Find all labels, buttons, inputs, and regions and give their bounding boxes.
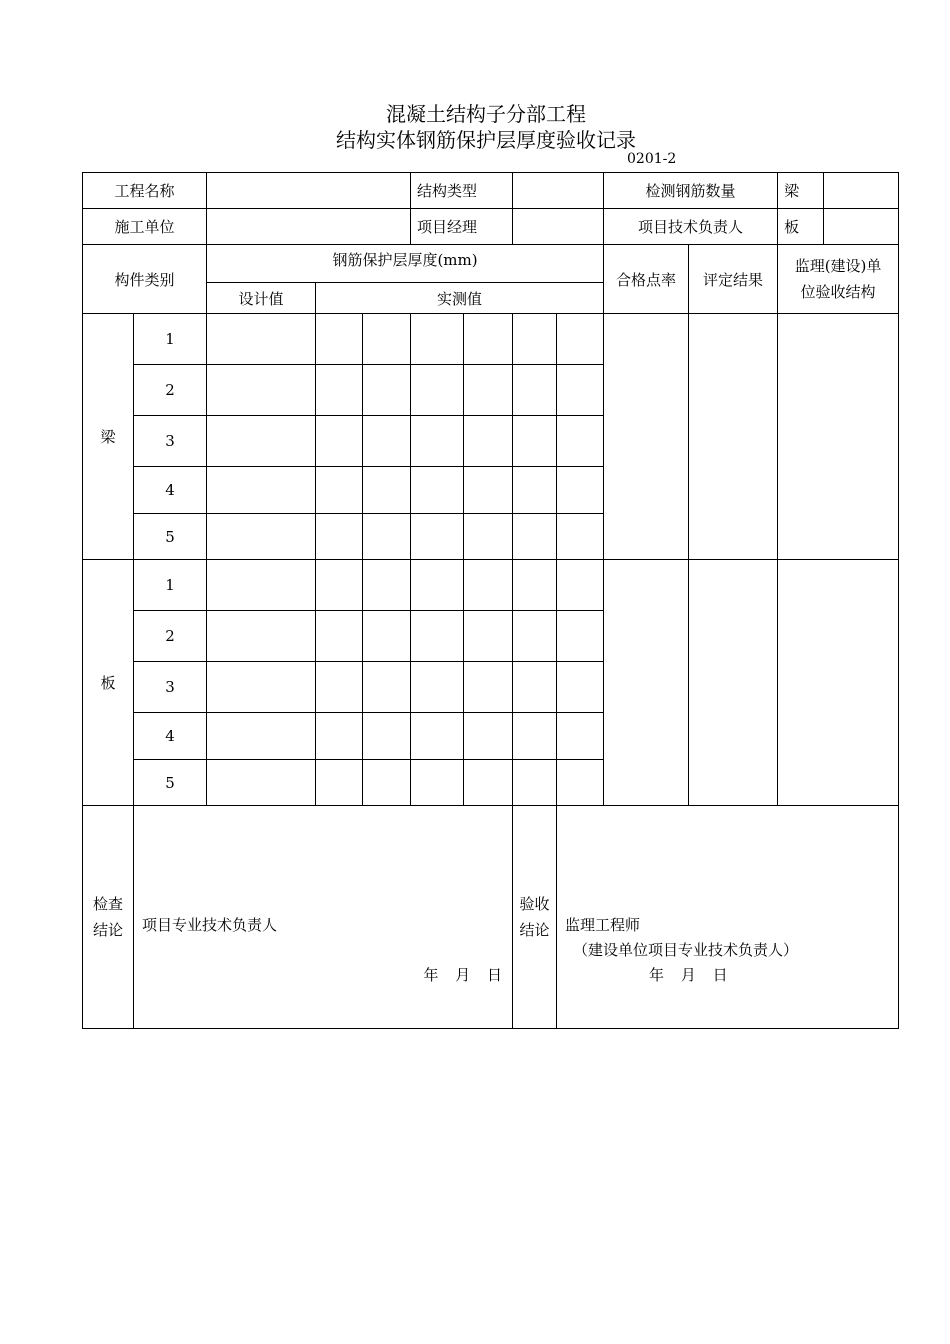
- accept-signer-sub: （建设单位项目专业技术负责人）: [573, 941, 799, 959]
- measured-cell[interactable]: [363, 760, 411, 806]
- measured-cell[interactable]: [513, 560, 557, 611]
- measured-cell[interactable]: [557, 365, 604, 416]
- tech-lead-label: 项目技术负责人: [604, 209, 778, 245]
- measured-cell[interactable]: [513, 314, 557, 365]
- design-value-header: 设计值: [207, 283, 316, 314]
- acceptance-table: [82, 172, 899, 1029]
- measured-cell[interactable]: [316, 713, 363, 760]
- design-value-cell[interactable]: [207, 467, 316, 514]
- measured-cell[interactable]: [363, 560, 411, 611]
- row-number: 1: [134, 314, 207, 365]
- construction-unit-label: 施工单位: [83, 209, 207, 245]
- accept-label-line-1: 验收: [519, 895, 550, 913]
- construction-unit-value[interactable]: [207, 209, 411, 245]
- design-value-cell[interactable]: [207, 611, 316, 662]
- beam-evaluation-cell[interactable]: [689, 314, 778, 560]
- measured-cell[interactable]: [411, 467, 464, 514]
- supervision-header: [778, 245, 899, 314]
- measured-cell[interactable]: [557, 314, 604, 365]
- measured-cell[interactable]: [557, 514, 604, 560]
- measured-cell[interactable]: [464, 662, 513, 713]
- slab-row: [83, 560, 899, 611]
- structure-type-value[interactable]: [513, 173, 604, 209]
- measured-cell[interactable]: [464, 560, 513, 611]
- design-value-cell[interactable]: [207, 514, 316, 560]
- measured-cell[interactable]: [411, 760, 464, 806]
- acceptance-conclusion-cell[interactable]: [557, 806, 899, 1029]
- measured-cell[interactable]: [363, 611, 411, 662]
- slab-count-label: 板: [778, 209, 824, 245]
- check-conclusion-cell[interactable]: [134, 806, 513, 1029]
- row-number: 4: [134, 713, 207, 760]
- measured-cell[interactable]: [464, 467, 513, 514]
- measured-cell[interactable]: [513, 514, 557, 560]
- column-header-row-1: [83, 245, 899, 283]
- design-value-cell[interactable]: [207, 365, 316, 416]
- measured-cell[interactable]: [411, 365, 464, 416]
- design-value-cell[interactable]: [207, 760, 316, 806]
- acceptance-conclusion-label: [513, 806, 557, 1029]
- measured-cell[interactable]: [464, 514, 513, 560]
- measured-cell[interactable]: [363, 365, 411, 416]
- measured-cell[interactable]: [316, 314, 363, 365]
- measured-cell[interactable]: [557, 611, 604, 662]
- slab-pass-rate-cell[interactable]: [604, 560, 689, 806]
- measured-cell[interactable]: [363, 514, 411, 560]
- measured-cell[interactable]: [513, 662, 557, 713]
- measured-cell[interactable]: [557, 713, 604, 760]
- row-number: 2: [134, 611, 207, 662]
- measured-cell[interactable]: [513, 365, 557, 416]
- measured-cell[interactable]: [464, 314, 513, 365]
- measured-cell[interactable]: [316, 416, 363, 467]
- beam-pass-rate-cell[interactable]: [604, 314, 689, 560]
- design-value-cell[interactable]: [207, 314, 316, 365]
- measured-value-header: 实测值: [316, 283, 604, 314]
- slab-group-label: 板: [83, 560, 134, 806]
- row-number: 5: [134, 760, 207, 806]
- slab-evaluation-cell[interactable]: [689, 560, 778, 806]
- measured-cell[interactable]: [411, 611, 464, 662]
- beam-supervision-cell[interactable]: [778, 314, 899, 560]
- measured-cell[interactable]: [513, 611, 557, 662]
- measured-cell[interactable]: [557, 467, 604, 514]
- measured-cell[interactable]: [316, 611, 363, 662]
- form-code: 0201-2: [627, 151, 677, 167]
- measured-cell[interactable]: [557, 662, 604, 713]
- row-number: 1: [134, 560, 207, 611]
- header-row-2: [83, 209, 899, 245]
- evaluation-header: 评定结果: [689, 245, 778, 314]
- measured-cell[interactable]: [411, 662, 464, 713]
- measured-cell[interactable]: [316, 365, 363, 416]
- cover-thickness-header: 钢筋保护层厚度(mm): [207, 245, 604, 283]
- check-signer-label: 项目专业技术负责人: [142, 916, 278, 934]
- measured-cell[interactable]: [513, 713, 557, 760]
- measured-cell[interactable]: [363, 314, 411, 365]
- header-row-1: [83, 173, 899, 209]
- measured-cell[interactable]: [513, 416, 557, 467]
- design-value-cell[interactable]: [207, 416, 316, 467]
- check-label-line-2: 结论: [92, 921, 123, 939]
- measured-cell[interactable]: [411, 560, 464, 611]
- beam-count-value[interactable]: [824, 173, 899, 209]
- measured-cell[interactable]: [464, 760, 513, 806]
- measured-cell[interactable]: [411, 514, 464, 560]
- slab-supervision-cell[interactable]: [778, 560, 899, 806]
- measured-cell[interactable]: [411, 314, 464, 365]
- member-type-header: 构件类别: [83, 245, 207, 314]
- check-date: 年 月 日: [423, 966, 503, 984]
- accept-label-line-2: 结论: [519, 921, 550, 939]
- check-label-line-1: 检查: [92, 895, 123, 913]
- row-number: 4: [134, 467, 207, 514]
- measured-cell[interactable]: [464, 365, 513, 416]
- row-number: 2: [134, 365, 207, 416]
- measured-cell[interactable]: [464, 611, 513, 662]
- supervision-header-line-2: 位验收结构: [800, 283, 876, 301]
- design-value-cell[interactable]: [207, 662, 316, 713]
- title-line-2: 结构实体钢筋保护层厚度验收记录: [336, 128, 636, 152]
- project-manager-label: 项目经理: [411, 209, 513, 245]
- check-conclusion-label: [83, 806, 134, 1029]
- measured-cell[interactable]: [464, 416, 513, 467]
- supervision-header-line-1: 监理(建设)单: [794, 257, 882, 275]
- design-value-cell[interactable]: [207, 560, 316, 611]
- measured-cell[interactable]: [316, 560, 363, 611]
- measured-cell[interactable]: [363, 467, 411, 514]
- measured-cell[interactable]: [363, 662, 411, 713]
- project-manager-value[interactable]: [513, 209, 604, 245]
- measured-cell[interactable]: [557, 760, 604, 806]
- conclusion-row: [83, 806, 899, 1029]
- measured-cell[interactable]: [464, 713, 513, 760]
- slab-count-value[interactable]: [824, 209, 899, 245]
- project-name-label: 工程名称: [83, 173, 207, 209]
- design-value-cell[interactable]: [207, 713, 316, 760]
- measured-cell[interactable]: [316, 760, 363, 806]
- measured-cell[interactable]: [363, 416, 411, 467]
- measured-cell[interactable]: [316, 662, 363, 713]
- measured-cell[interactable]: [316, 467, 363, 514]
- beam-row: [83, 314, 899, 365]
- beam-group-label: 梁: [83, 314, 134, 560]
- measured-cell[interactable]: [513, 467, 557, 514]
- title-line-1: 混凝土结构子分部工程: [386, 102, 586, 126]
- row-number: 3: [134, 662, 207, 713]
- project-name-value[interactable]: [207, 173, 411, 209]
- accept-signer-label: 监理工程师: [565, 916, 641, 934]
- measured-cell[interactable]: [557, 560, 604, 611]
- measured-cell[interactable]: [411, 416, 464, 467]
- row-number: 3: [134, 416, 207, 467]
- row-number: 5: [134, 514, 207, 560]
- measured-cell[interactable]: [513, 760, 557, 806]
- beam-count-label: 梁: [778, 173, 824, 209]
- measured-cell[interactable]: [316, 514, 363, 560]
- accept-date: 年 月 日: [649, 966, 728, 984]
- measured-cell[interactable]: [363, 713, 411, 760]
- measured-cell[interactable]: [557, 416, 604, 467]
- rebar-count-label: 检测钢筋数量: [604, 173, 778, 209]
- pass-rate-header: 合格点率: [604, 245, 689, 314]
- measured-cell[interactable]: [411, 713, 464, 760]
- structure-type-label: 结构类型: [411, 173, 513, 209]
